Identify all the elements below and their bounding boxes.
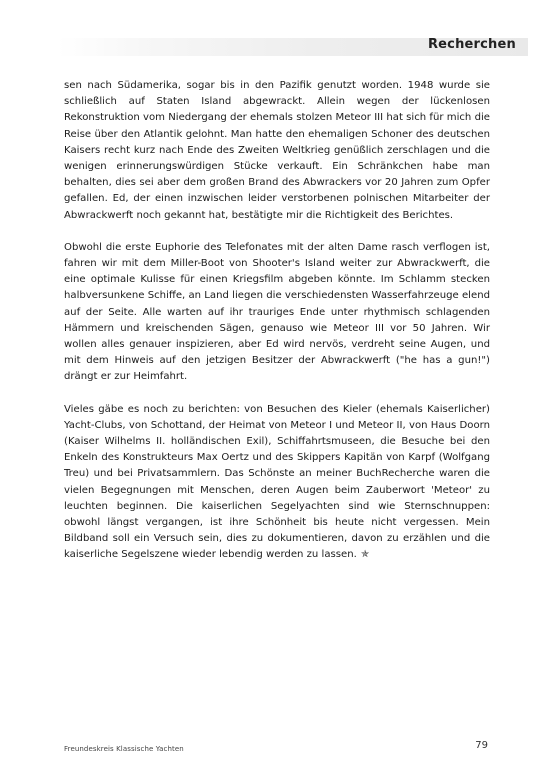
paragraph-3-text: Vieles gäbe es noch zu berichten: von Besuchen des Kieler (ehemals Kaiserlicher) Yacht-Clubs, von Schottand, der Heimat von Meteor I und Meteor II, von Haus Doorn (Kaiser Wilhelms II. holländischen Exil), Schiffahrtsmuseen, die Besuche bei den Enkeln des Konstrukteurs Max Oertz und des Skippers Kapitän von Karpf (Wolfgang Treu) und bei Privatsammlern. Das Schönste an meiner BuchRecherche waren die vielen Begegnungen mit Menschen, deren Augen beim Zauberwort 'Meteor' zu leuchten beginnen. Die kaiserlichen Segelyachten sind wie Sternschnuppen: obwohl längst vergangen, ist ihre Schönheit bis heute nicht vergessen. Mein Bildband soll ein Versuch sein, dies zu dokumentieren, davon zu erzählen und die kaiserliche Segelszene wieder lebendig werden zu lassen. xyxy=(64,403,490,561)
paragraph-3 xyxy=(64,402,490,564)
end-mark-icon: ✯ xyxy=(360,549,370,561)
paragraph-1: sen nach Südamerika, sogar bis in den Pazifik genutzt worden. 1948 wurde sie schließlich auf Staten Island abgewrackt. Allein wegen der lückenlosen Rekonstruktion vom Niedergang der ehemals stolzen Meteor III hat sich für mich die Reise über den Atlantik gelohnt. Man hatte den ehemaligen Schoner des deutschen Kaisers recht kurz nach Ende des Zweiten Weltkrieg genüßlich zerschlagen und die wenigen erinnerungswürdigen Stücke verkauft. Ein Schränkchen habe man behalten, dies sei aber dem großen Brand des Abwrackers vor 20 Jahren zum Opfer gefallen. Ed, der einen inzwischen leider verstorbenen polnischen Mitarbeiter der Abwrackwerft noch gekannt hat, bestätigte mir die Richtigkeit des Berichtes. xyxy=(64,80,490,221)
footer-publisher: Freundeskreis Klassische Yachten xyxy=(64,745,184,753)
body-text xyxy=(64,78,490,580)
page-number: 79 xyxy=(475,740,488,751)
paragraph-2: Obwohl die erste Euphorie des Telefonates mit der alten Dame rasch verflogen ist, fahren wir mit dem Miller-Boot von Shooter's Island weiter zur Abwrackwerft, die eine optimale Kulisse für einen Kriegsfilm abgeben könnte. Im Schlamm stecken halbversunkene Schiffe, an Land liegen die verschiedensten Wasserfahrzeuge elend auf der Seite. Alle warten auf ihr trauriges Ende unter rhythmisch schlagenden Hämmern und kreischenden Sägen, genauso wie Meteor III vor 50 Jahren. Wir wollen alles genauer inspizieren, aber Ed wird nervös, verdreht seine Augen, und mit dem Hinweis auf den jetzigen Besitzer der Abwrackwerft ("he has a gun!") drängt er zur Heimfahrt. xyxy=(64,241,490,383)
section-title: Recherchen xyxy=(427,37,516,52)
